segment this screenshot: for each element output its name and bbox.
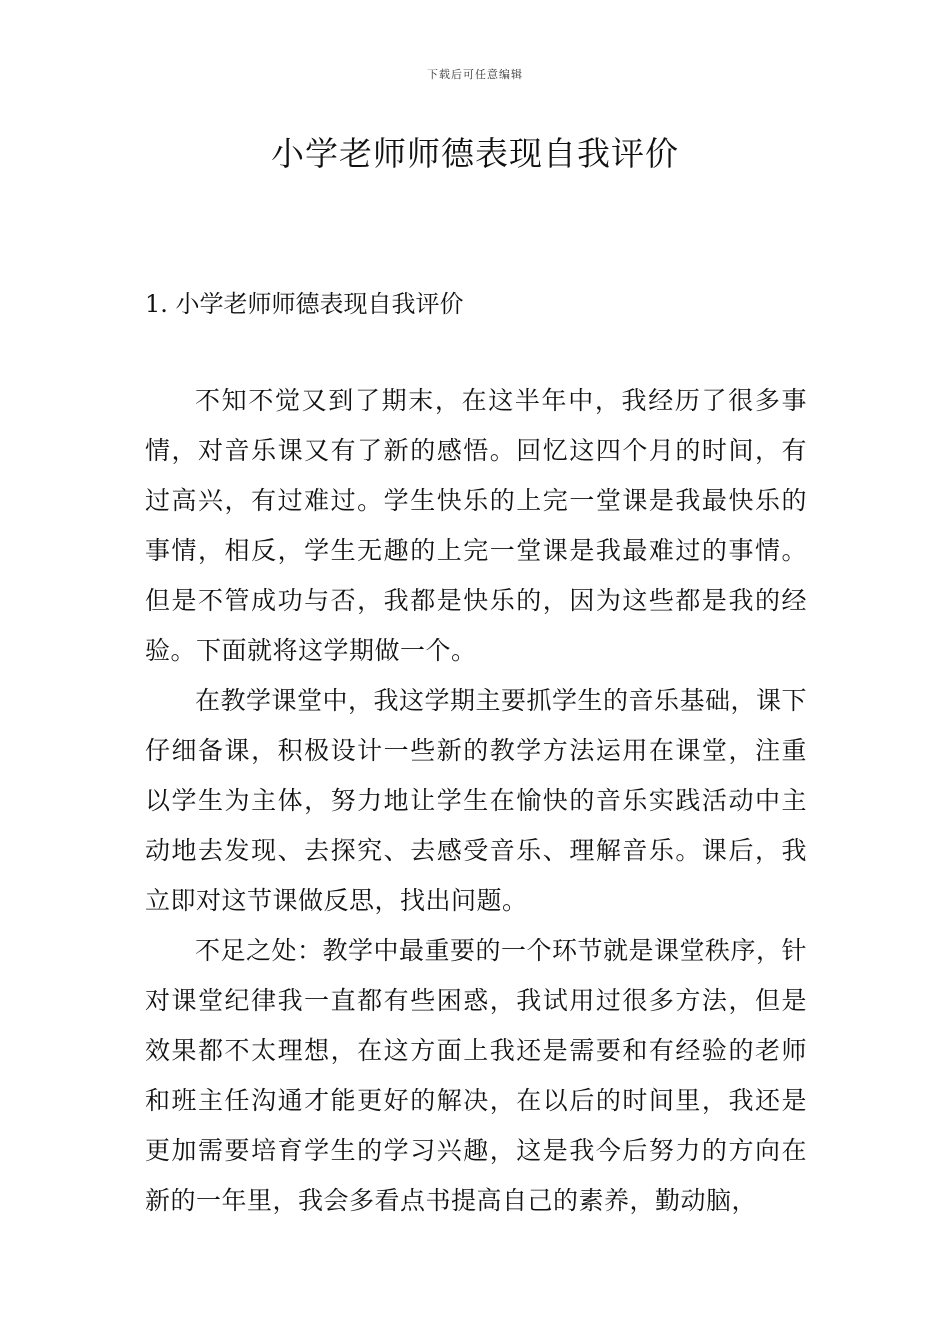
document-title: 小学老师师德表现自我评价 xyxy=(271,134,679,173)
paragraph: 不知不觉又到了期末，在这半年中，我经历了很多事情，对音乐课又有了新的感悟。回忆这四个月的时间，有过高兴，有过难过。学生快乐的上完一堂课是我最快乐的事情，相反，学生无趣的上完一堂课是我最难过的事情。但是不管成功与否，我都是快乐的，因为这些都是我的经验。下面就将这学期做一个。 xyxy=(145,386,807,665)
header-note: 下载后可任意编辑 xyxy=(427,68,523,81)
section-heading: 1. 小学老师师德表现自我评价 xyxy=(145,290,464,318)
document-body xyxy=(145,376,807,1226)
paragraph: 在教学课堂中，我这学期主要抓学生的音乐基础，课下仔细备课，积极设计一些新的教学方法运用在课堂，注重以学生为主体，努力地让学生在愉快的音乐实践活动中主动地去发现、去探究、去感受音乐、理解音乐。课后，我立即对这节课做反思，找出问题。 xyxy=(145,686,808,915)
paragraph: 不足之处：教学中最重要的一个环节就是课堂秩序，针对课堂纪律我一直都有些困惑，我试用过很多方法，但是效果都不太理想，在这方面上我还是需要和有经验的老师和班主任沟通才能更好的解决，在以后的时间里，我还是更加需要培育学生的学习兴趣，这是我今后努力的方向在新的一年里，我会多看点书提高自己的素养，勤动脑， xyxy=(145,936,808,1215)
